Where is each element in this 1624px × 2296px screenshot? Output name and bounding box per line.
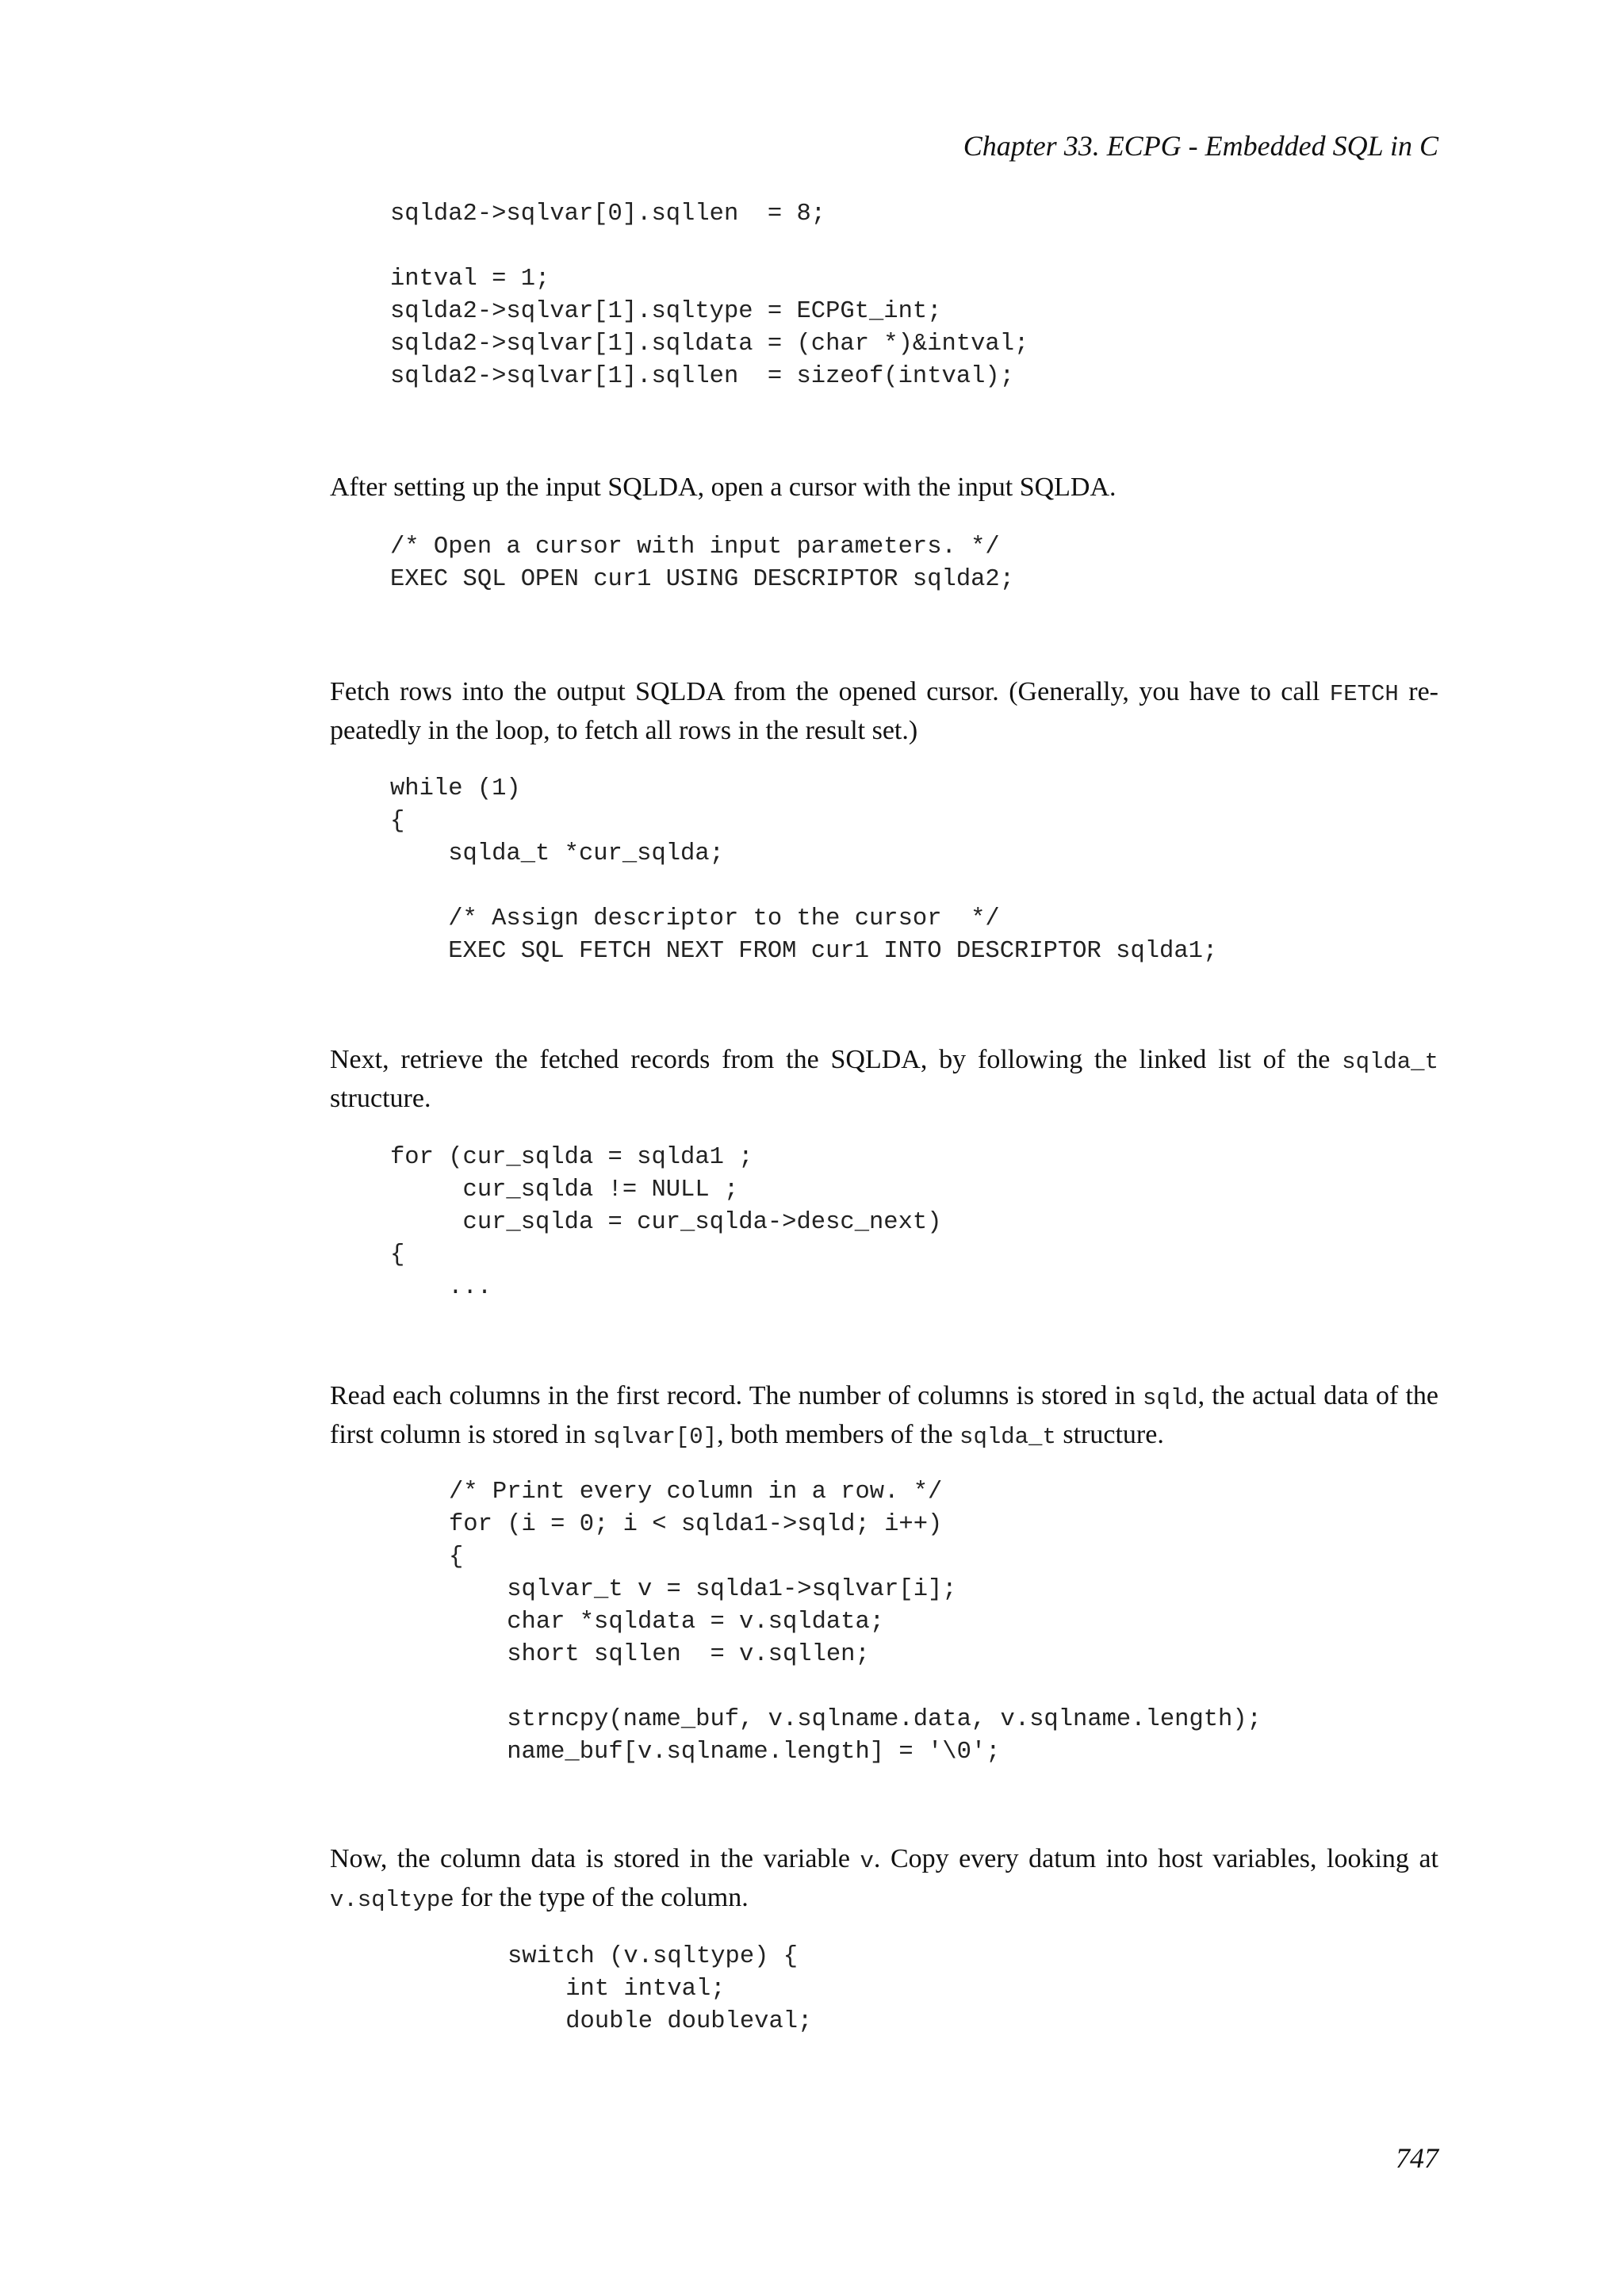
- paragraph-open-cursor: After setting up the input SQLDA, open a cursor with the input SQLDA.: [330, 473, 1116, 502]
- code-block-linked-list-loop: for (cur_sqlda = sqlda1 ; cur_sqlda != NULL ; cur_sqlda = cur_sqlda->desc_next) { ...: [390, 1144, 942, 1301]
- text-run: for the type of the column.: [454, 1883, 749, 1912]
- text-run: . Copy every datum into host variables, looking at: [873, 1844, 1438, 1873]
- inline-code-sqlda-t: sqlda_t: [1342, 1049, 1438, 1075]
- text-run: structure.: [1055, 1420, 1164, 1449]
- paragraph-fetch-rows: [330, 674, 1438, 749]
- text-run: , the actual data of the first column is stored in: [330, 1381, 1438, 1449]
- paragraph-read-columns: [330, 1378, 1438, 1456]
- text-run: structure.: [330, 1084, 431, 1113]
- code-block-open-cursor: /* Open a cursor with input parameters. */ EXEC SQL OPEN cur1 USING DESCRIPTOR sqlda2;: [390, 534, 1015, 593]
- inline-code-sqld: sqld: [1143, 1385, 1198, 1411]
- paragraph-linked-list: [330, 1042, 1438, 1117]
- text-run: Now, the column data is stored in the variable: [330, 1844, 860, 1873]
- text-run: re-peatedly in the loop, to fetch all rows in the result set.): [330, 677, 1438, 745]
- code-block-fetch-loop: while (1) { sqlda_t *cur_sqlda; /* Assign descriptor to the cursor */ EXEC SQL FETCH NEXT FROM cur1 INTO DESCRIPTOR sqlda1;: [390, 775, 1218, 965]
- text-run: Next, retrieve the fetched records from the SQLDA, by following the linked list of the: [330, 1045, 1342, 1074]
- inline-code-sqlda-t: sqlda_t: [959, 1424, 1056, 1450]
- code-block-print-columns: /* Print every column in a row. */ for (i = 0; i < sqlda1->sqld; i++) { sqlvar_t v = sqlda1->sqlvar[i]; char *sqldata = v.sqldata; short sqllen = v.sqllen; strncpy(name_buf, v.sqlname.data, v.sqlname.length); name_buf[v.sqlname.length] = '\0';: [449, 1479, 1262, 1766]
- text-run: Fetch rows into the output SQLDA from the opened cursor. (Generally, you have to call: [330, 677, 1330, 706]
- page-number: 747: [1396, 2142, 1438, 2174]
- code-block-switch: switch (v.sqltype) { int intval; double doubleval;: [508, 1943, 813, 2035]
- text-run: Read each columns in the first record. The number of columns is stored in: [330, 1381, 1143, 1410]
- text-run: , both members of the: [717, 1420, 960, 1449]
- code-block-sqlda2-setup: sqlda2->sqlvar[0].sqllen = 8; intval = 1; sqlda2->sqlvar[1].sqltype = ECPGt_int; sqlda2->sqlvar[1].sqldata = (char *)&intval; sqlda2->sqlvar[1].sqllen = sizeof(intval);: [390, 201, 1029, 390]
- inline-code-v: v: [860, 1848, 874, 1874]
- inline-code-fetch: FETCH: [1329, 681, 1399, 707]
- inline-code-v-sqltype: v.sqltype: [330, 1887, 454, 1913]
- running-header: Chapter 33. ECPG - Embedded SQL in C: [963, 130, 1438, 162]
- paragraph-column-data: [330, 1841, 1438, 1919]
- inline-code-sqlvar: sqlvar[0]: [592, 1424, 718, 1450]
